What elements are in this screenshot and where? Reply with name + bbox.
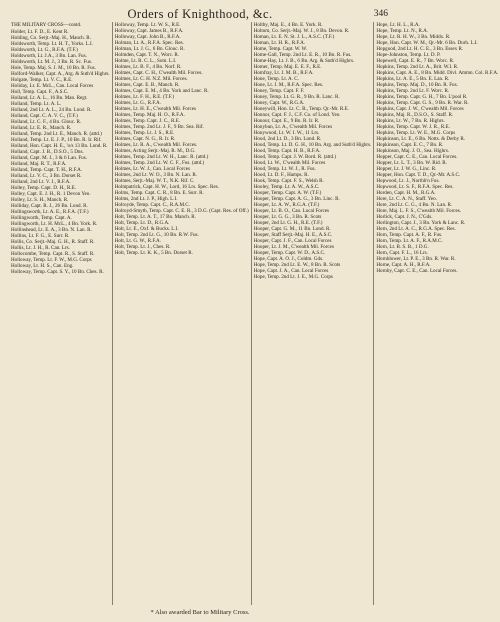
list-item: Hood, Lt. D. F., Hamps. R. (253, 172, 309, 178)
list-item: Holdsworth, Lt. G., R.F.A. (T.F.) (11, 47, 78, 53)
list-item: Home-Gall, Temp. 2nd Lt. E. R., 10 Bn. R. Fus. (253, 52, 352, 58)
list-item: Hopkins, Lt. W., 7 Bn. R. Highrs. (376, 118, 445, 124)
list-item: Holiday, Lt. E. McL., Can. Local Forces (11, 83, 94, 89)
list-item: Horn, Temp. Lt. A. F., R.A.M.C. (376, 238, 443, 244)
list-item: Hooper, Temp. Capt. A. G., 3 Bn. Linc. R. (253, 196, 340, 202)
list-item: Holland, Lt. C. F., 4 Bn. Glouc. R. (11, 119, 82, 125)
list-item: Holley, Temp. Capt. D. H., R.E. (11, 185, 77, 191)
list-item: Holmes, Temp. 2nd Lt. W. H., Lanc. R. (attd.) (114, 154, 209, 160)
list-item: Holman, Lt. J. G., 6 Bn. Glouc. R. (114, 46, 185, 52)
column-heading: THE MILITARY CROSS—contd. (11, 22, 82, 28)
list-item: Hopkins, Temp. Capt. G. S., 9 Bn. R. War. R. (376, 100, 469, 106)
list-item: Holloway, Lt. H. S., Can. Eng. (11, 263, 74, 269)
list-item: Horlick, Capt. J. N., C'Gds. (376, 214, 433, 220)
list-item: Hooper, Lt. A. W., R.G.A. (T.F.) (253, 202, 320, 208)
list-item: Holmpatrick, Capt. H. W., Lord, 16 Lrs. Spec. Res. (114, 184, 219, 190)
list-item: Holland, Temp. Lt. A. L. (11, 101, 62, 107)
list-item: Homer, Temp. Maj. E. E. F., R.E. (253, 64, 322, 70)
list-item: Holt, Lt. G. W., R.F.A. (114, 238, 161, 244)
list-item: Holland, Capt. C. A. V. C., (T.F.) (11, 113, 78, 119)
list-item: Hollins, Lt. F. G., E. Surr. R. (11, 233, 70, 239)
column-1 (9, 22, 112, 605)
column-3 (251, 22, 374, 605)
column-2 (112, 22, 251, 605)
list-item: Hollis, Lt. J. H., R. Can. Lrs. (11, 245, 70, 251)
list-item: Hopkins, Maj. R., D.S.O., S. Staff. R. (376, 112, 454, 118)
list-item: Honywood, Lt. W. I. W., 11 Lrs. (253, 130, 320, 136)
list-item: Holland, Maj. R. T., R.F.A. (11, 161, 67, 167)
list-item: Holland, 2nd Lt. A. L., 24 Bn. Lond. R. (11, 107, 92, 113)
list-item: Honybun, Lt. A., C'wealth Mil. Forces (253, 124, 333, 130)
list-item: Hole, Temp. Maj. S. J. M., 10 Bn. R. Fus. (11, 65, 96, 71)
list-item: Holmes, Lt. B. F., 4 Bn. Norf. R. (114, 64, 182, 70)
list-item: Honey, Capt. W., R.G.A. (253, 100, 305, 106)
list-item: Holland, Temp. Lt. E. J. P., 10 Bn. R. Ir. Rif. (11, 137, 102, 143)
list-item: Holdsworth, Temp. Lt. H. T., Yorks. L.I. (11, 41, 93, 47)
list-item: Hopkins, Temp. 2nd Lt. A., Brit. W.I. R. (376, 64, 459, 70)
list-item: Holmes, Capt. E. B., Manch. R. (114, 82, 180, 88)
list-item: Holley, Capt. E. J. H., R. 1 Devon Yeo. (11, 191, 91, 197)
list-item: Holtom, Co. Serjt.-Maj. W. J., 8 Bn. Devon. R. (253, 28, 350, 34)
list-item: Hopkinson, Capt. E. C., 7 Bn. R. (376, 142, 444, 148)
list-item: Holmes, Lt. H. E., C'wealth Mil. Forces (114, 106, 196, 112)
list-item: Holmes, 2nd Lt. W. O., 3 Bn. N. Lan. R. (114, 172, 198, 178)
list-item: Hopkins, Lt. A. E., 5 Bn. E. Lan. R. (376, 76, 450, 82)
list-item: Holmes, Temp. Lt. J. S., R.E. (114, 130, 175, 136)
list-item: Holmes, Lt. W. J., Can. Local Forces (114, 166, 190, 172)
list-item: Honeywill, Hon. Lt. C. R., Temp. Qr.-Mr. R.E. (253, 106, 349, 112)
list-item: Holmes, Acting Serjt.-Maj. R. M., D.G. (114, 148, 196, 154)
list-item: Holmes, Lt. F. H., R.E. (T.F.) (114, 94, 175, 100)
list-item: Hooper, Capt. J. F., Can. Local Forces (253, 238, 332, 244)
list-item: Home-Hay, Lt. J. B., 6 Bn. Arg. & Suth'd Highrs. (253, 58, 355, 64)
list-item: Hope, Capt. J. A., Can. Local Forces (253, 268, 329, 274)
list-item: Holt, Temp. Lt. D., R.G.A. (114, 220, 170, 226)
list-item: Holland, 2nd Lt. V. J., R.F.A. (11, 179, 71, 185)
list-item: Holmes, Temp. 2nd Lt. J. F., 9 Bn. Sea. Rif. (114, 124, 204, 130)
list-item: Honey, Temp. Capt. F. F. (253, 88, 305, 94)
column-4 (373, 22, 500, 605)
list-item: Holland, Capt. J. B., D.S.O., 5 Dns. (11, 149, 84, 155)
list-item: Hooper, Capt. G. M., 11 Bn. Lond. R. (253, 226, 331, 232)
list-item: Hopwood, Lt. J., Northb'n Fus. (376, 178, 440, 184)
list-item: Hollingworth, Temp. Capt. A. (11, 215, 72, 221)
list-item: Hornby, Capt. C. E., Can. Local Forces. (376, 268, 458, 274)
list-item: Holmes, Capt. E. M., 4 Bn. York and Lanc. R. (114, 88, 209, 94)
list-item: Holmes, Temp. Capt. J. C., R.E. (114, 118, 181, 124)
list-item: Hope, Temp. 2nd Lt. E. W., 8 Bn. R. Scots (253, 262, 341, 268)
list-item: Hope, Hon. Capt. W. M., Qr.-Mr. 6 Bn. Durh. L.I. (376, 40, 478, 46)
list-item: Hooley, Temp. Lt. A. W., A.S.C. (253, 184, 320, 190)
list-item: Holland, Temp. 2nd Lt. E., Manch. R. (attd.) (11, 131, 102, 137)
list-item: Hood, Temp. Lt. D. G. H., 10 Bn. Arg. and Suth'd Highrs. (253, 142, 372, 148)
list-item: Holder, Lt. F. D., E. Kent R. (11, 29, 69, 35)
list-item: Holley, Lt. S. H., Manch. R. (11, 197, 69, 203)
list-item: Hook, Temp. Capt. F. S., Welsh R. (253, 178, 324, 184)
list-item: Hollis, Co. Serjt.-Maj. G. H., R. Staff. R. (11, 239, 95, 245)
list-item: Homfray, Lt. J. M. B., R.F.A. (253, 70, 314, 76)
list-item: Hopkinson, Lt. E., 6 Bn. Notts. & Derby R. (376, 136, 466, 142)
list-item: Hopper, Hon. Capt. T. D., Qr.-Mr. A.S.C. (376, 172, 461, 178)
list-item: Holmes, Capt. N. G., R. Ir. R. (114, 136, 176, 142)
list-item: Holmes, Temp. 2nd Lt. W. C. F., Fus. (attd.) (114, 160, 205, 166)
page-title: Orders of Knighthood, &c. (127, 7, 273, 21)
list-item: Hooper, Lt. J. M., C'wealth Mil. Forces (253, 244, 334, 250)
list-item: Home, Temp. Capt. W. W. (253, 46, 308, 52)
list-item: Horn, Lt. B. S. B., 1 D.G. (376, 244, 429, 250)
list-item: Hopkins, Temp. 2nd Lt. F. Worc. R. (376, 88, 450, 94)
list-item: Hood, Temp. Capt. H. B., R.F.A. (253, 148, 321, 154)
list-item: Holmes, Lt. C. H. N.Z. Mil. Forces. (114, 76, 188, 82)
list-item: Holroyd-Smyth, Temp. Capt. C. E. R., 3 D.G. (Capt. Res. of Off.) (114, 208, 249, 214)
list-item: Hone, Lt. J. M., R.F.A. Spec. Res. (253, 82, 324, 88)
list-item: Holt, Lt. E., Oxf. & Bucks. L.I. (114, 226, 179, 232)
list-item: Holgate, Temp. Lt. V. C., R.E. (11, 77, 73, 83)
list-item: Hood, Lt. W., C'wealth Mil. Forces (253, 160, 326, 166)
list-item: Hopwood, Lt. S. F., R.F.A. Spec. Res. (376, 184, 454, 190)
list-item: Hooper, Temp. Capt. A. W. (T.F.) (253, 190, 322, 196)
entry-columns (9, 22, 499, 605)
list-item: Holms, Temp. Capt. C. R., 8 Bn. E. Surr. R. (114, 190, 204, 196)
list-item: Hollocombe, Temp. Capt. R., S. Staff. R. (11, 251, 95, 257)
list-item: Holmden, Capt. T. N., Worc. R. (114, 52, 180, 58)
list-item: Holroyde, Temp. Capt. C., R.A.M.C. (114, 202, 190, 208)
list-item: Hope, Lt. H. L., R.A. (376, 22, 420, 28)
list-item: Honey, Temp. Lt. G. R., 9 Bn. R. Lanc. R. (253, 94, 340, 100)
list-item: Holland, Lt. A. L., 16 Bn. Man. Regt. (11, 95, 88, 101)
list-item: Horn, Temp. Capt. A. F., R. Fus. (376, 232, 443, 238)
list-item: Hollingsworth, Lt. A. E., R.F.A. (T.F.) (11, 209, 89, 215)
list-item: Hooper, Temp. Capt. W. D., A.S.C. (253, 250, 326, 256)
list-item: Holloway, Temp. Lt. F. W., M.G. Corps (11, 257, 92, 263)
list-item: Hollingworth, Lt. H. McL., 4 Bn. York. R. (11, 221, 98, 227)
list-item: Holland, Temp. Capt. T. H., R.F.A. (11, 167, 83, 173)
list-item: Hopkins, Capt. J. W., C'wealth Mil. Forces (376, 106, 464, 112)
list-item: Holloway, Capt. John B., R.F.A. (114, 34, 181, 40)
list-item: Horn, 2nd Lt. A. C., R.G.A. Spec. Res. (376, 226, 456, 232)
list-item: Holland, Lt. E. R., Manch. R. (11, 125, 72, 131)
list-item: Hopkinson, Maj. J. O., Sea. Highrs. (376, 148, 450, 154)
list-item: Horlington, Capt. J., 3 Bn. York & Lanc. R. (376, 220, 466, 226)
list-item: Holliday, Capt. R. J., 26 Bn. Lond. R. (11, 203, 88, 209)
list-item: Horne, Capt. A. H., R.F.A. (376, 262, 431, 268)
list-item: Hopgood, 2nd Lt. H. C. E., 3 Bn. Essex R. (376, 46, 464, 52)
list-item: Holt, Temp. 2nd Lt. G., 10 Bn. R.W. Fus. (114, 232, 199, 238)
list-item: Hooper, Staff Serjt.-Maj. H. E., A.S.C. (253, 232, 333, 238)
list-item: Holtby, Maj. E., 4 Bn. E. York. R. (253, 22, 323, 28)
list-item: Horden, Capt. H. M., R.G.A. (376, 190, 436, 196)
list-item: Hope, Lt. R. H. W., 3 Bn. Middx. R. (376, 34, 451, 40)
list-item: Hooper, Lt. G. G., 3 Bn. R. Scots (253, 214, 322, 220)
list-item: Holt, Temp. Lt. J., Ches. R. (114, 244, 171, 250)
list-item: Hore, 2nd Lt. C. G., 4 Bn. N. Lan. R. (376, 202, 453, 208)
list-item: Homan, Lt. H. R., R.F.A. (253, 40, 306, 46)
list-item: Hopper, Capt. C. E., Can. Local Forces. (376, 154, 458, 160)
list-item: Hood, Temp. Lt. W. J., R. Fus. (253, 166, 316, 172)
list-item: Hopkins, Capt. A. E., 8 Bn. Midd. Divl. Ammn. Col. R.F.A. (376, 70, 499, 76)
list-item: Hopkins, Temp. Lt. W. E., M.G. Corps (376, 130, 456, 136)
list-item: Holdsworth, Lt. M. J., 3 Bn. R. Sc. Fus. (11, 59, 93, 65)
list-item: Hopper, Lt. L. T., 3 Bn. W. Rid. R. (376, 160, 447, 166)
list-item: Hopkins, Temp. Capt. G. H., 7 Bn. L'pool R. (376, 94, 468, 100)
list-item: Holloway, Temp. Lt. W. S., R.E. (114, 22, 181, 28)
list-item: Hopkins, Temp. Maj. D., 10 Bn. R. Fus. (376, 82, 458, 88)
list-item: Holloway, Capt. James B., R.F.A. (114, 28, 184, 34)
list-item: Holme, Lt. R. C. L., Som. L.I. (114, 58, 177, 64)
list-item: Holford-Walker, Capt. A., Arg. & Suth'd Highrs. (11, 71, 110, 77)
list-item: Hore, Lt. C. A. N., Staff. Yeo. (376, 196, 437, 202)
list-item: Honour, Capt. E., 9 Bn. R. Ir. R. (253, 118, 320, 124)
list-item: Holman, Lt. A., R.F.A. Spec. Res. (114, 40, 184, 46)
list-item: Holt, Temp. Lt. A. T., 17 Bn. Manch. R. (114, 214, 196, 220)
footnote: * Also awarded Bar to Military Cross. (150, 609, 250, 616)
list-item: Horn, Capt. F. L., 16 Lrs. (376, 250, 428, 256)
list-item: Holmes, Capt. C. H., C'wealth Mil. Forces. (114, 70, 203, 76)
list-item: Hone, Temp. Lt. A. C. (253, 76, 299, 82)
list-item: Holding, Co. Serjt.-Maj. H., Manch. R. (11, 35, 91, 41)
list-item: Holms, 2nd Lt. J. P., High. L.I. (114, 196, 178, 202)
list-item: Holland, Hon. Capt. H. E., 'o/s 13 Bn. Lond. R. (11, 143, 108, 149)
list-item: Hopkins, Temp. Capt. W. J. R., R.E. (376, 124, 450, 130)
list-item: Holland, Lt. V. C., 3 Bn. Dorset R. (11, 173, 82, 179)
list-item: Hope-Johnston, Temp. Lt. D. P. (376, 52, 441, 58)
list-item: Holmes, Serjt.-Maj. W. T., N.K. Rif. C. (114, 178, 195, 184)
list-item: Hope, Capt. A. O. J., Coldm. Gds. (253, 256, 324, 262)
list-item: Hope, Temp. Lt. N., R.A. (376, 28, 429, 34)
list-item: Hopewell, Capt. E. R., 7 Bn. Worc. R. (376, 58, 455, 64)
list-item: Hornblower, Lt. P. E., 3 Bn. R. War. R. (376, 256, 456, 262)
list-item: Hood, 2nd Lt. D., 3 Bn. Lond. R. (253, 136, 322, 142)
list-item: Hooper, 2nd Lt. G. H., R.E. (T.F.) (253, 220, 323, 226)
list-item: Holmes, Lt. G., R.F.A. (114, 100, 161, 106)
page-number: 346 (373, 9, 388, 19)
list-item: Hore, Maj. L. F. S., C'wealth Mil. Forces. (376, 208, 462, 214)
list-item: Hopper, Lt. J. W. G., Linc. R. (376, 166, 437, 172)
list-item: Holloway, Temp. Capt. S. Y., 10 Bn. Ches. R. (11, 269, 104, 275)
list-item: Holl, Temp. Capt. F., A.S.C. (11, 89, 69, 95)
list-item: Hope, Temp. 2nd Lt. J. E., M.G. Corps (253, 274, 333, 280)
list-item: Honnor, Capt. F. J., C.F. Co. of Lond. Yeo. (253, 112, 341, 118)
list-item: Holland, Capt. M. J., 3 & 6 Lan. Fus. (11, 155, 87, 161)
list-item: Holt, Temp. Lt. K. K., 5 Bn. Dorset R. (114, 250, 193, 256)
list-item: Holmes, Lt. R. A., C'wealth Mil. Forces. (114, 142, 198, 148)
list-item: Hood, Temp. Capt. J. W. Bord. R. (attd.) (253, 154, 337, 160)
list-item: Holdsworth, Lt. J.A., 3 Bn. Lan. Fus. (11, 53, 87, 59)
list-item: Homan, Lt. E. N. St. J. L., A.S.C. (T.F.) (253, 34, 335, 40)
list-item: Holmes, Temp. Maj. H. O., R.F.A. (114, 112, 185, 118)
list-item: Hollinshead, Lt. E. A., 3 Bn. N. Lan. R. (11, 227, 92, 233)
list-item: Hooper, Lt. B. O., Can. Local Forces (253, 208, 330, 214)
